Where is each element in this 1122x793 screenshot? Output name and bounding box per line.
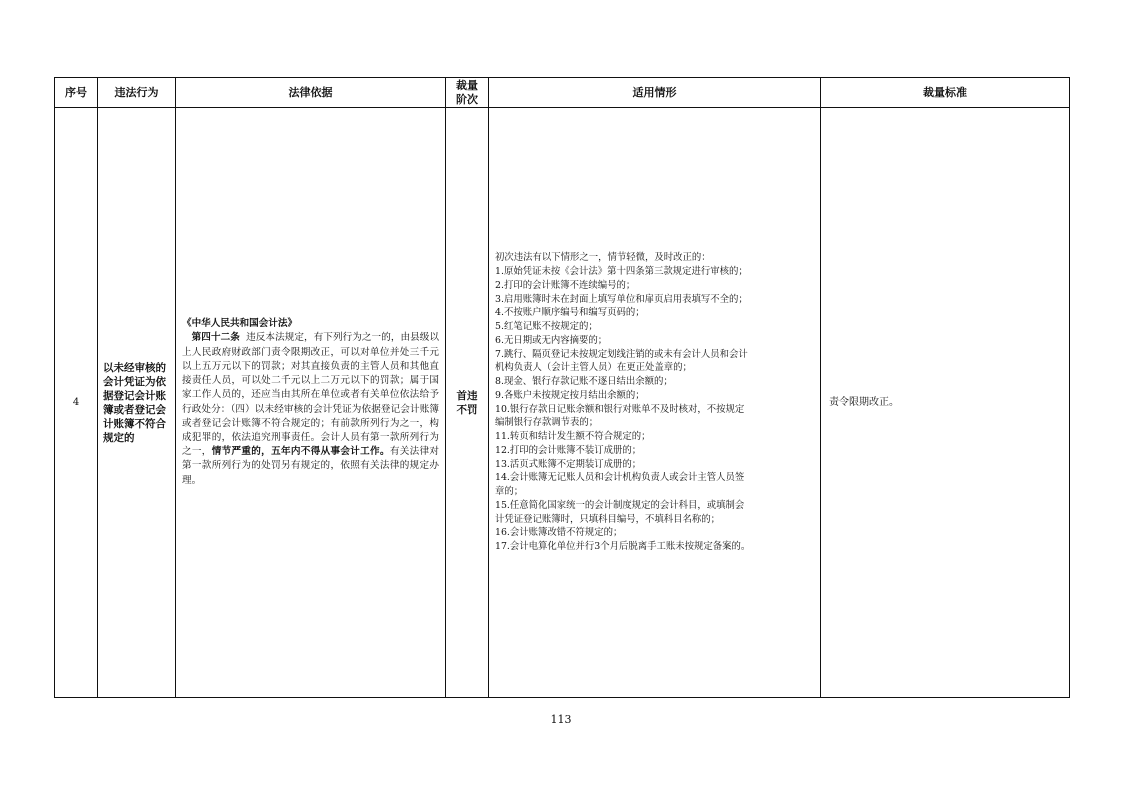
circumstance-line: 6.无日期或无内容摘要的； [495, 334, 608, 346]
page-number: 113 [550, 713, 572, 726]
circumstance-line: 9.各账户未按规定按月结出余额的； [495, 389, 645, 401]
header-no: 序号 [55, 78, 98, 108]
circumstance-line: 编制银行存款调节表的； [495, 417, 599, 429]
header-tier-line2: 阶次 [456, 92, 478, 106]
standard-cell: 责令限期改正。 [821, 108, 1070, 698]
penalty-discretion-table [54, 77, 1070, 698]
circumstance-line: 4.不按账户顺序编号和编写页码的； [495, 307, 645, 319]
circumstance-line: 7.跳行、隔页登记未按规定划线注销的或未有会计人员和会计 [495, 348, 748, 360]
circumstance-line: 3.启用账簿时未在封面上填写单位和扉页启用表填写不全的； [495, 293, 748, 305]
article-number: 第四十二条 [191, 332, 240, 344]
row-number: 4 [55, 108, 98, 698]
article-text-b: 有关法律对第一款所列行为的处罚另有规定的，依照有关法律的规定办理。 [182, 446, 440, 486]
circumstance-line: 8.现金、银行存款记账不逐日结出余额的； [495, 376, 673, 387]
table-row [55, 108, 1070, 698]
header-basis: 法律依据 [176, 78, 446, 108]
circumstance-line: 10.银行存款日记账余额和银行对账单不及时核对，不按规定 [495, 403, 745, 415]
header-standard: 裁量标准 [821, 78, 1070, 108]
article-bold-phrase: 情节严重的，五年内不得从事会计工作。 [211, 446, 390, 458]
circumstance-line: 13.活页式账簿不定期装订成册的； [495, 458, 642, 470]
circumstance-line: 16.会计账簿改错不符规定的； [495, 527, 623, 539]
circumstance-line: 章的； [495, 486, 524, 497]
circumstance-line: 2.打印的会计账簿不连续编号的； [495, 279, 636, 291]
circumstance-line: 5.红笔记账不按规定的； [495, 321, 598, 332]
violation-cell: 以未经审核的会计凭证为依据登记会计账簿或者登记会计账簿不符合规定的 [98, 108, 176, 698]
circumstance-line: 12.打印的会计账簿不装订成册的； [495, 444, 642, 456]
law-title: 《中华人民共和国会计法》 [182, 318, 298, 330]
table-header-row [55, 78, 1070, 108]
article-paragraph [182, 331, 439, 487]
circumstance-line: 11.转页和结计发生额不符合规定的； [495, 431, 651, 442]
circumstance-line: 1.原始凭证未按《会计法》第十四条第三款规定进行审核的； [495, 266, 748, 277]
tier-line1: 首违 [456, 389, 478, 402]
header-circumstance: 适用情形 [489, 78, 821, 108]
tier-line2: 不罚 [456, 403, 478, 416]
circumstance-line: 机构负责人（会计主管人员）在更正处盖章的； [495, 362, 692, 374]
circumstance-line: 14.会计账簿无记账人员和会计机构负责人或会计主管人员签 [495, 472, 745, 484]
circumstances-cell [489, 108, 821, 698]
circumstance-line: 15.任意简化国家统一的会计制度规定的会计科目，或填制会 [495, 499, 745, 511]
article-text-a: 违反本法规定，有下列行为之一的，由县级以上人民政府财政部门责令限期改正，可以对单位并处三千元以上五万元以下的罚款；对其直接负责的主管人员和其他直接责任人员，可以处二千元以上二万元以下的罚款；属于国家工作人员的，还应当由其所在单位或者有关单位依法给予行政处分：（四）以未经审核的会计凭证为依据登记会计账簿或者登记会计账簿不符合规定的；有前款所列行为之一，构成犯罪的，依法追究刑事责任。会计人员有第一款所列行为之一， [182, 332, 440, 458]
header-violation: 违法行为 [98, 78, 176, 108]
header-tier [446, 78, 489, 108]
circumstance-line: 初次违法有以下情形之一，情节轻微，及时改正的： [495, 252, 711, 264]
legal-basis-cell [176, 108, 446, 698]
circumstance-line: 17.会计电算化单位并行3个月后脱离手工账未按规定备案的。 [495, 541, 751, 552]
tier-cell [446, 108, 489, 698]
circumstance-line: 计凭证登记账簿时，只填科目编号，不填科目名称的； [495, 513, 721, 525]
header-tier-line1: 裁量 [456, 78, 478, 92]
